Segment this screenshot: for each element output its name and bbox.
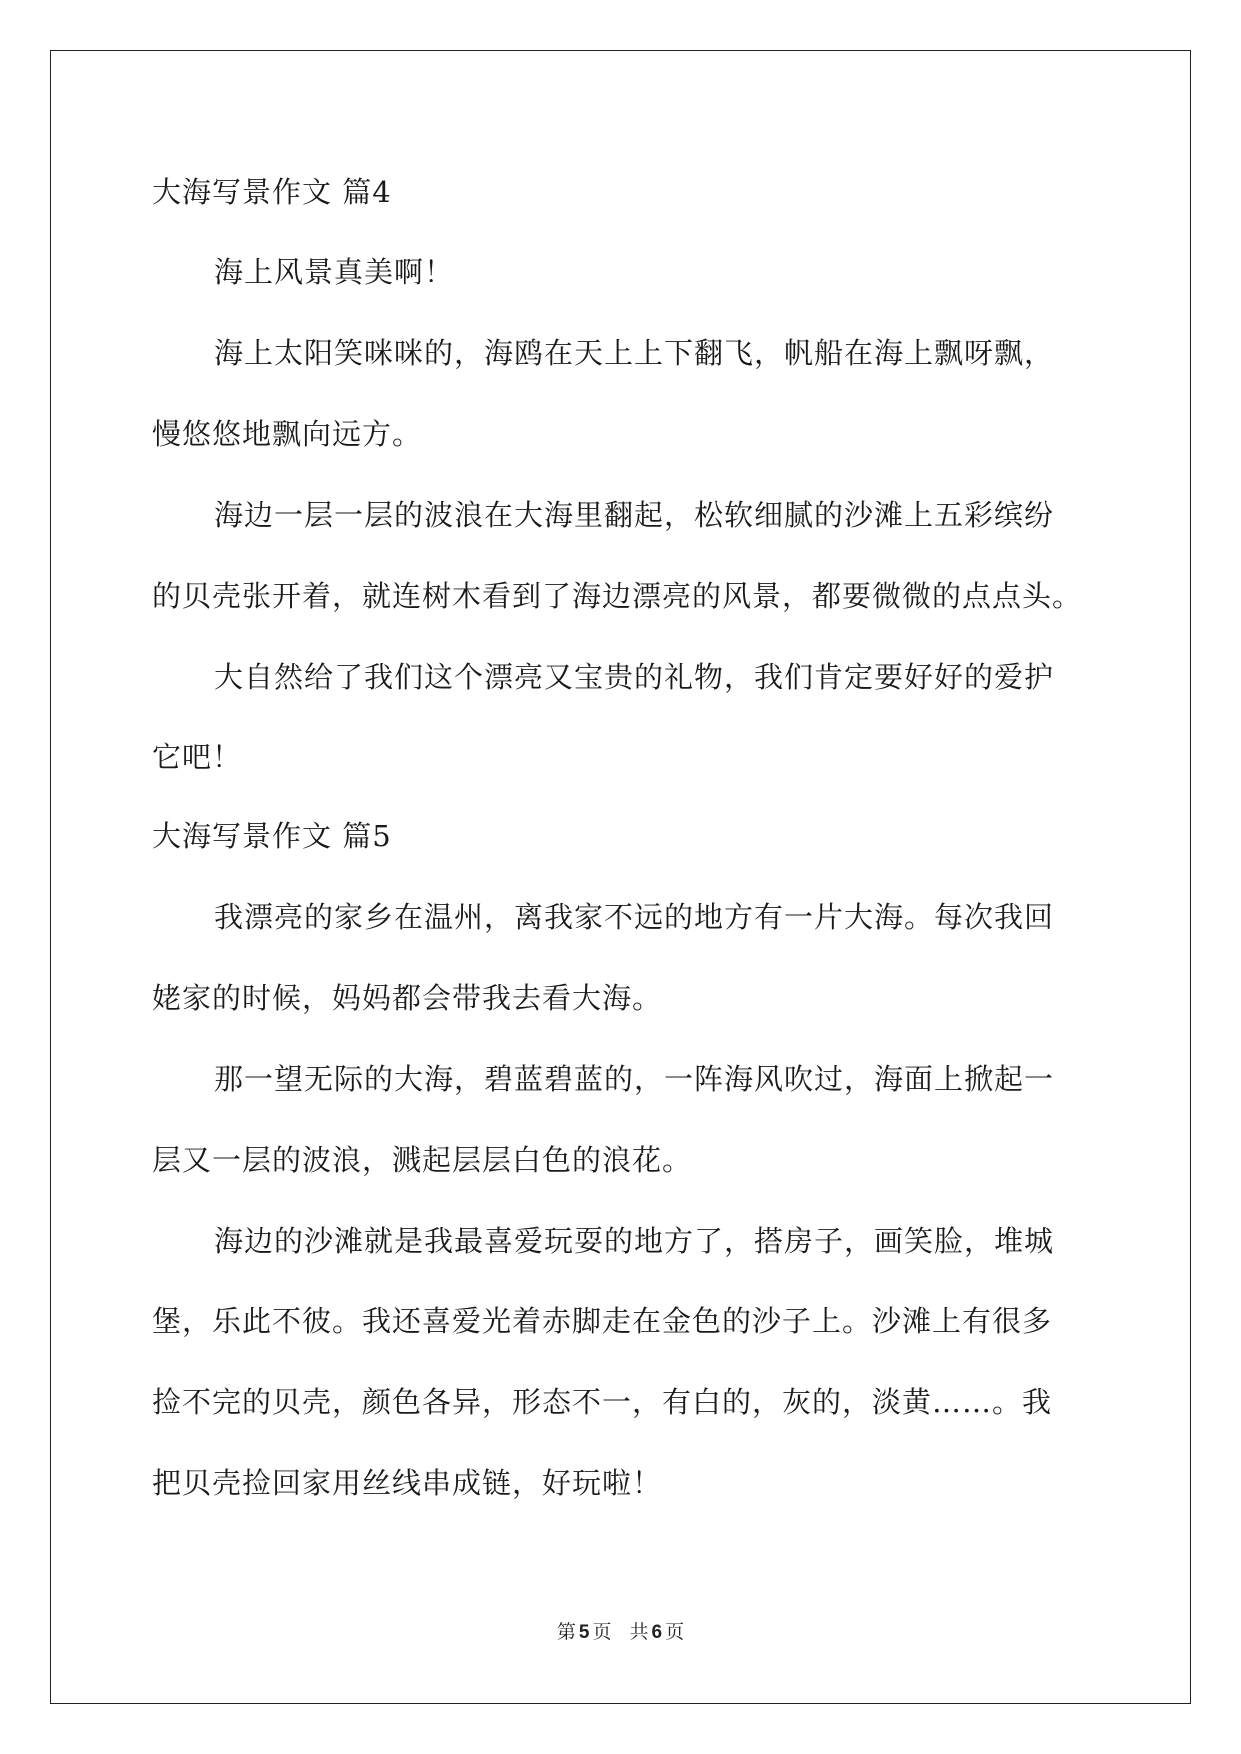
- paragraph-line: 我漂亮的家乡在温州，离我家不远的地方有一片大海。每次我回: [214, 900, 1055, 934]
- page-border: [50, 50, 1191, 1704]
- paragraph-line: 的贝壳张开着，就连树木看到了海边漂亮的风景，都要微微的点点头。: [152, 579, 1083, 613]
- paragraph-line: 姥家的时候，妈妈都会带我去看大海。: [152, 981, 663, 1015]
- page-suffix: 页: [592, 1621, 612, 1643]
- page-prefix: 第: [556, 1621, 576, 1643]
- paragraph-line: 海边一层一层的波浪在大海里翻起，松软细腻的沙滩上五彩缤纷: [214, 498, 1055, 532]
- total-suffix: 页: [665, 1621, 685, 1643]
- paragraph-line: 海边的沙滩就是我最喜爱玩耍的地方了，搭房子，画笑脸，堆城: [214, 1224, 1055, 1258]
- paragraph-line: 海上风景真美啊！: [214, 255, 455, 289]
- paragraph-line: 它吧！: [152, 740, 243, 774]
- section-heading-4: 大海写景作文 篇4: [152, 175, 392, 209]
- page-footer: [0, 1620, 1241, 1645]
- paragraph-line: 层又一层的波浪，溅起层层白色的浪花。: [152, 1143, 693, 1177]
- paragraph-line: 捡不完的贝壳，颜色各异，形态不一，有白的，灰的，淡黄……。我: [152, 1385, 1053, 1419]
- page-number: 5: [578, 1622, 590, 1643]
- total-pages: 6: [651, 1622, 663, 1643]
- total-prefix: 共: [629, 1621, 649, 1643]
- paragraph-line: 堡，乐此不彼。我还喜爱光着赤脚走在金色的沙子上。沙滩上有很多: [152, 1304, 1053, 1338]
- paragraph-line: 海上太阳笑咪咪的，海鸥在天上上下翻飞，帆船在海上飘呀飘，: [214, 336, 1055, 370]
- paragraph-line: 把贝壳捡回家用丝线串成链，好玩啦！: [152, 1466, 663, 1500]
- paragraph-line: 慢悠悠地飘向远方。: [152, 417, 423, 451]
- section-heading-5: 大海写景作文 篇5: [152, 819, 392, 853]
- paragraph-line: 大自然给了我们这个漂亮又宝贵的礼物，我们肯定要好好的爱护: [214, 660, 1055, 694]
- paragraph-line: 那一望无际的大海，碧蓝碧蓝的，一阵海风吹过，海面上掀起一: [214, 1062, 1055, 1096]
